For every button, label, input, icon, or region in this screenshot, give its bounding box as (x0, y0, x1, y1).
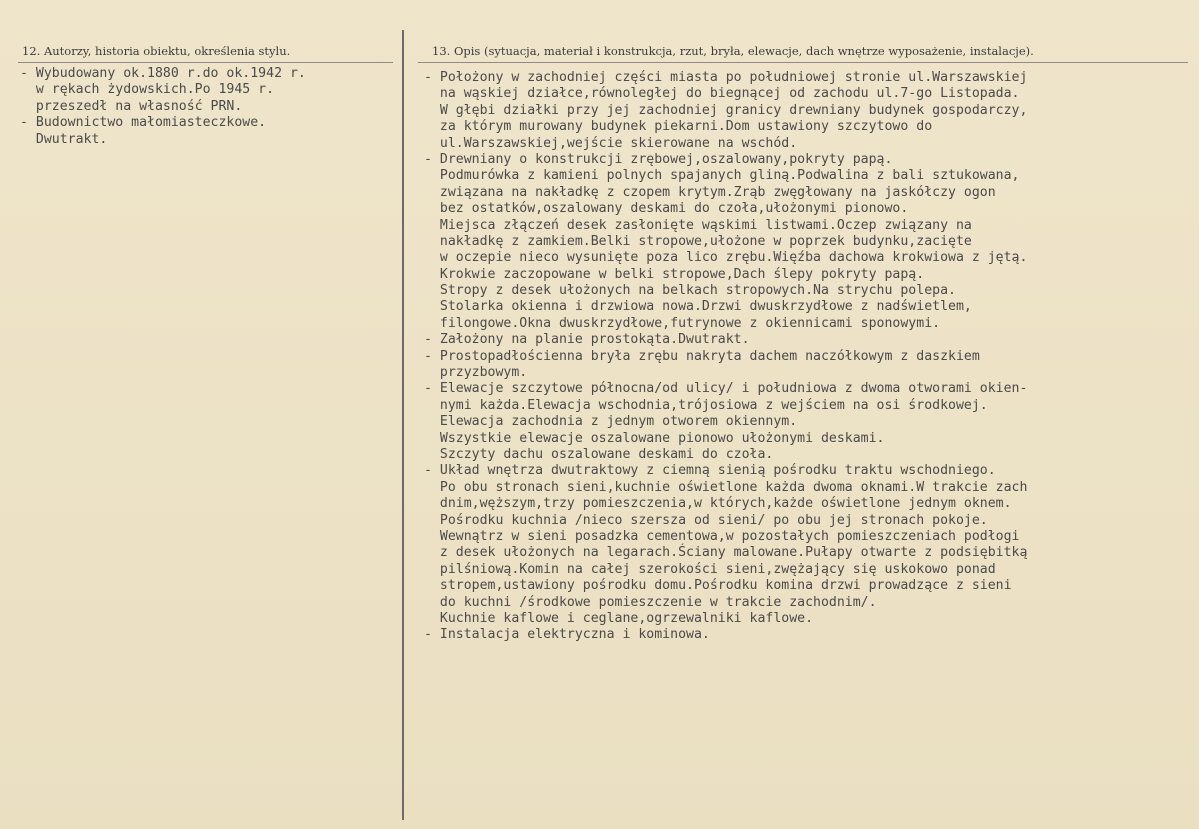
typed-line: - Prostopadłościenna bryła zrębu nakryta dachem naczółkowym z daszkiem (424, 348, 980, 364)
typed-line: filongowe.Okna dwuskrzydłowe,futrynowe z okiennicami sponowymi. (424, 315, 941, 331)
left-heading-rule (18, 62, 393, 63)
typed-line: - Założony na planie prostokąta.Dwutrakt. (424, 332, 750, 348)
typed-line: - Drewniany o konstrukcji zrębowej,oszalowany,pokryty papą. (424, 151, 893, 167)
typed-line: Krokwie zaczopowane w belki stropowe,Dach ślepy pokryty papą. (424, 266, 925, 282)
typed-line: stropem,ustawiony pośrodku domu.Pośrodku komina drzwi prowadzące z sieni (424, 578, 1012, 594)
typed-line: - Instalacja elektryczna i kominowa. (424, 627, 710, 643)
right-column-text (424, 70, 1199, 644)
typed-line: - Położony w zachodniej części miasta po południowej stronie ul.Warszawskiej (424, 70, 1028, 85)
typed-line: Miejsca złączeń desek zasłonięte wąskimi listwami.Oczep związany na (424, 217, 972, 233)
typed-line: Pośrodku kuchnia /nieco szersza od sieni/ po obu jej stronach pokoje. (424, 512, 988, 528)
typed-line: - Układ wnętrza dwutraktowy z ciemną sienią pośrodku traktu wschodniego. (424, 463, 996, 479)
right-column-heading: 13. Opis (sytuacja, materiał i konstrukcja, rzut, bryła, elewacje, dach wnętrze wyposażenie, instalacje). (432, 44, 1034, 58)
typed-line: W głębi działki przy jej zachodniej granicy drewniany budynek gospodarczy, (424, 102, 1028, 118)
typed-line: Wewnątrz w sieni posadzka cementowa,w pozostałych pomieszczeniach podłogi (424, 528, 1020, 544)
typed-line: - Elewacje szczytowe północna/od ulicy/ i południowa z dwoma otworami okien- (424, 381, 1028, 397)
typed-line: bez ostatków,oszalowany deskami do czoła,ułożonymi pionowo. (424, 201, 909, 217)
typed-line: nymi każda.Elewacja wschodnia,trójosiowa z wejściem na osi środkowej. (424, 397, 988, 413)
typed-line: przeszedł na własność PRN. (20, 98, 243, 114)
typed-line: dnim,węższym,trzy pomieszczenia,w których,każde oświetlone jednym oknem. (424, 496, 1012, 512)
typed-line: Po obu stronach sieni,kuchnie oświetlone każda dwoma oknami.W trakcie zach (424, 479, 1028, 495)
typed-line: Stropy z desek ułożonych na belkach stropowych.Na strychu polepa. (424, 283, 956, 299)
typed-line: Elewacja zachodnia z jednym otworem okiennym. (424, 414, 798, 430)
typed-line: na wąskiej działce,równoległej do biegnącej od zachodu ul.7-go Listopada. (424, 86, 1020, 102)
typed-line: nakładkę z zamkiem.Belki stropowe,ułożone w poprzek budynku,zacięte (424, 233, 972, 249)
left-column-text (20, 66, 306, 148)
typed-line: przyzbowym. (424, 365, 528, 381)
typed-line: Stolarka okienna i drzwiowa nowa.Drzwi dwuskrzydłowe z nadświetlem, (424, 299, 972, 315)
typed-line: Wszystkie elewacje oszalowane pionowo ułożonymi deskami. (424, 430, 885, 446)
typed-line: za którym murowany budynek piekarni.Dom ustawiony szczytowo do (424, 119, 933, 135)
typed-line: z desek ułożonych na legarach.Ściany malowane.Pułapy otwarte z podsiębitką (424, 545, 1028, 561)
typed-line: w rękach żydowskich.Po 1945 r. (20, 82, 275, 98)
typed-line: Dwutrakt. (20, 131, 108, 147)
typed-line: w oczepie nieco wysunięte poza lico zrębu.Więźba dachowa krokwiowa z jętą. (424, 250, 1028, 266)
typed-line: Podmurówka z kamieni polnych spajanych gliną.Podwalina z bali sztukowana, (424, 168, 1020, 184)
typed-line: pilśniową.Komin na całej szerokości sieni,zwężający się uskokowo ponad (424, 561, 996, 577)
typed-line: Kuchnie kaflowe i ceglane,ogrzewalniki kaflowe. (424, 610, 814, 626)
typed-line: Szczyty dachu oszalowane deskami do czoła. (424, 446, 774, 462)
typed-line: związana na nakładkę z czopem krytym.Zrąb zwęgłowany na jaskółczy ogon (424, 184, 996, 200)
typed-line: ul.Warszawskiej,wejście skierowane na wschód. (424, 135, 798, 151)
column-divider (402, 30, 404, 820)
typed-line: - Budownictwo małomiasteczkowe. (20, 115, 267, 131)
typed-line: - Wybudowany ok.1880 r.do ok.1942 r. (20, 66, 306, 81)
right-heading-rule (418, 62, 1188, 63)
typed-line: do kuchni /środkowe pomieszczenie w trakcie zachodnim/. (424, 594, 877, 610)
left-column-heading: 12. Autorzy, historia obiektu, określenia stylu. (22, 44, 291, 58)
